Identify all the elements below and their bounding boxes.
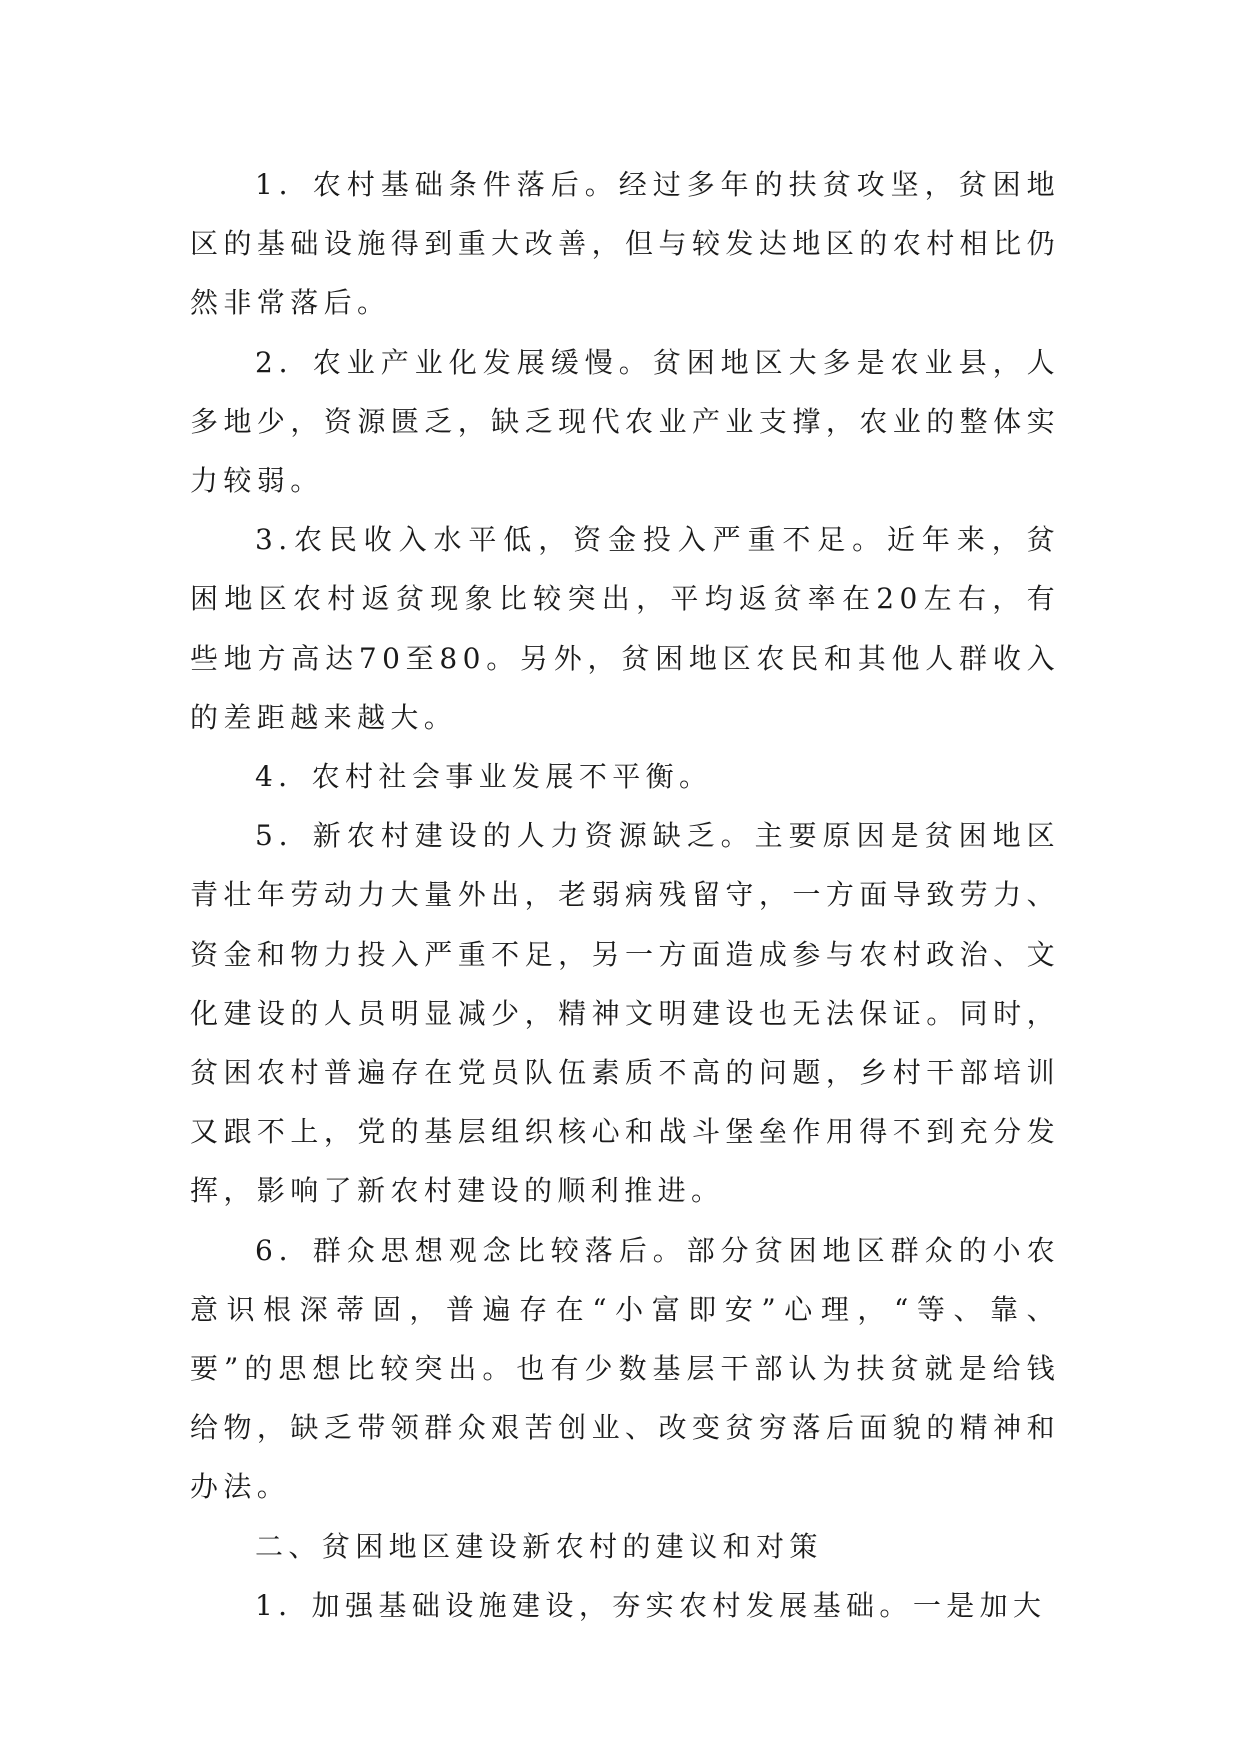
paragraph-agricultural-industrialization: 2．农业产业化发展缓慢。贫困地区大多是农业县，人多地少，资源匮乏，缺乏现代农业产业支撑，农业的整体实力较弱。 [190,345,1060,498]
section-heading-suggestions: 二、贫困地区建设新农村的建议和对策 [255,1529,823,1563]
paragraph-social-undertakings: 4．农村社会事业发展不平衡。 [255,760,713,794]
document-body [190,155,1060,1635]
paragraph-ideological-concepts: 6．群众思想观念比较落后。部分贫困地区群众的小农意识根深蒂固，普遍存在“小富即安”心理，“等、靠、要”的思想比较突出。也有少数基层干部认为扶贫就是给钱给物，缺乏带领群众艰苦创业、改变贫穷落后面貌的精神和办法。 [190,1233,1060,1504]
paragraph-infrastructure-construction: 1．加强基础设施建设，夯实农村发展基础。一是加大 [255,1588,1047,1622]
paragraph-human-resources: 5．新农村建设的人力资源缺乏。主要原因是贫困地区青壮年劳动力大量外出，老弱病残留守，一方面导致劳力、资金和物力投入严重不足，另一方面造成参与农村政治、文化建设的人员明显减少，精神文明建设也无法保证。同时，贫困农村普遍存在党员队伍素质不高的问题，乡村干部培训又跟不上，党的基层组织核心和战斗堡垒作用得不到充分发挥，影响了新农村建设的顺利推进。 [190,819,1060,1208]
paragraph-farmer-income: 3.农民收入水平低，资金投入严重不足。近年来，贫困地区农村返贫现象比较突出，平均返贫率在20左右，有些地方高达70至80。另外，贫困地区农民和其他人群收入的差距越来越大。 [190,523,1060,734]
paragraph-rural-infrastructure: 1．农村基础条件落后。经过多年的扶贫攻坚，贫困地区的基础设施得到重大改善，但与较发达地区的农村相比仍然非常落后。 [190,168,1060,320]
